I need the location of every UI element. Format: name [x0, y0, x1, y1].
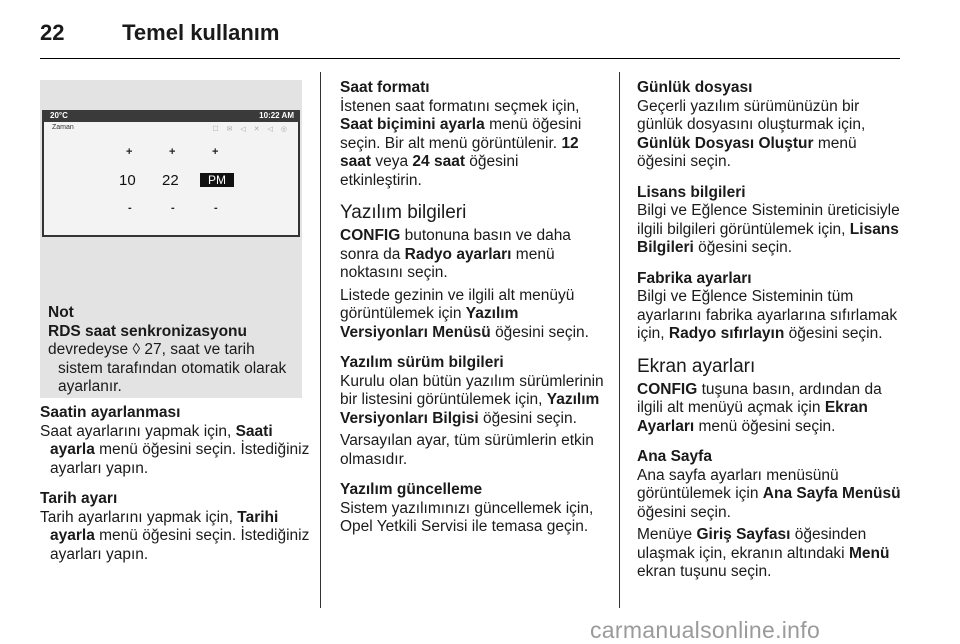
hour-value: 10: [119, 172, 136, 189]
section-text: Kurulu olan bütün yazılım sürümlerinin bir listesini görüntülemek için, Yazılım Versiyonları Bilgisi öğesini seçin.: [340, 372, 604, 427]
status-icons: ☐ ✉ ◁ ✕ ◁ ◎: [212, 126, 290, 133]
display-screenshot: [40, 80, 302, 290]
note: [48, 304, 298, 397]
temperature-readout: 20°C: [50, 111, 68, 120]
page-title: Temel kullanım: [122, 20, 280, 45]
section-text: Saat ayarlarını yapmak için, Saati ayarla menü öğesini seçin. İstediğiniz ayarları yapın.: [40, 422, 310, 477]
ampm-minus-icon[interactable]: -: [214, 202, 218, 214]
status-bar: [42, 110, 300, 122]
clock-readout: 10:22 AM: [259, 111, 294, 120]
header-rule: [40, 58, 900, 59]
note-text: devredeyse ◊ 27, saat ve tarih sistem tarafından otomatik olarak ayarlanır.: [48, 341, 287, 395]
section-text: CONFIG tuşuna basın, ardından da ilgili alt menüyü açmak için Ekran Ayarları menü öğesini seçin.: [637, 380, 882, 435]
section-title: Yazılım güncelleme: [340, 481, 483, 498]
hour-minus-icon[interactable]: -: [128, 202, 132, 214]
column-2: [340, 79, 604, 549]
column-divider-2: [619, 72, 620, 608]
minute-plus-icon[interactable]: +: [169, 146, 176, 158]
note-subtitle: RDS saat senkronizasyonu: [48, 322, 247, 340]
section-text: Listede gezinin ve ilgili alt menüyü görüntülemek için Yazılım Versiyonları Menüsü öğesini seçin.: [340, 286, 589, 341]
ampm-value: PM: [200, 173, 234, 187]
section-title: Tarih ayarı: [40, 490, 118, 507]
page-header: [40, 20, 279, 46]
section-text: Varsayılan ayar, tüm sürümlerin etkin olmasıdır.: [340, 432, 594, 468]
section-title: Yazılım sürüm bilgileri: [340, 354, 504, 371]
watermark: carmanualsonline.info: [590, 617, 821, 643]
section-text: Sistem yazılımınızı güncellemek için, Opel Yetkili Servisi ile temasa geçin.: [340, 499, 594, 535]
section-title: Saat formatı: [340, 79, 430, 96]
section-title: Günlük dosyası: [637, 79, 753, 96]
section-text: Menüye Giriş Sayfası öğesinden ulaşmak için, ekranın altındaki Menü ekran tuşunu seçin.: [637, 526, 890, 580]
section-title: Saatin ayarlanması: [40, 404, 181, 421]
note-title: Not: [48, 304, 74, 321]
section-text: Bilgi ve Eğlence Sisteminin üreticisiyle ilgili bilgileri görüntülemek için, Lisans Bilgileri öğesini seçin.: [637, 202, 900, 256]
section-text: Bilgi ve Eğlence Sisteminin tüm ayarlarını fabrika ayarlarına sıfırlamak için, Radyo sıfırlayın öğesini seçin.: [637, 288, 898, 342]
section-title: Ana Sayfa: [637, 448, 712, 465]
column-1: [40, 404, 310, 576]
section-title: Fabrika ayarları: [637, 269, 752, 287]
heading: Yazılım bilgileri: [340, 202, 467, 223]
section-title: Lisans bilgileri: [637, 183, 746, 201]
minute-minus-icon[interactable]: -: [171, 202, 175, 214]
time-panel: [42, 122, 300, 237]
section-text: Tarih ayarlarını yapmak için, Tarihi ayarla menü öğesini seçin. İstediğiniz ayarları yapın.: [40, 508, 310, 563]
hour-plus-icon[interactable]: +: [126, 146, 133, 158]
page-number: 22: [40, 20, 65, 45]
ampm-plus-icon[interactable]: +: [212, 146, 219, 158]
section-text: Ana sayfa ayarları menüsünü görüntülemek için Ana Sayfa Menüsü öğesini seçin.: [637, 466, 901, 521]
section-text: İstenen saat formatını seçmek için, Saat biçimini ayarla menü öğesini seçin. Bir alt menü görüntülenir. 12 saat veya 24 saat öğesini etkinleştirin.: [340, 97, 582, 189]
screen-label: Zaman: [52, 124, 74, 131]
section-text: CONFIG butonuna basın ve daha sonra da Radyo ayarları menü noktasını seçin.: [340, 227, 571, 281]
column-divider-1: [320, 72, 321, 608]
section-text: Geçerli yazılım sürümünüzün bir günlük dosyasını oluşturmak için, Günlük Dosyası Oluştur menü öğesini seçin.: [637, 97, 866, 170]
heading: Ekran ayarları: [637, 355, 756, 377]
column-3: [637, 79, 901, 594]
minute-value: 22: [162, 172, 179, 189]
